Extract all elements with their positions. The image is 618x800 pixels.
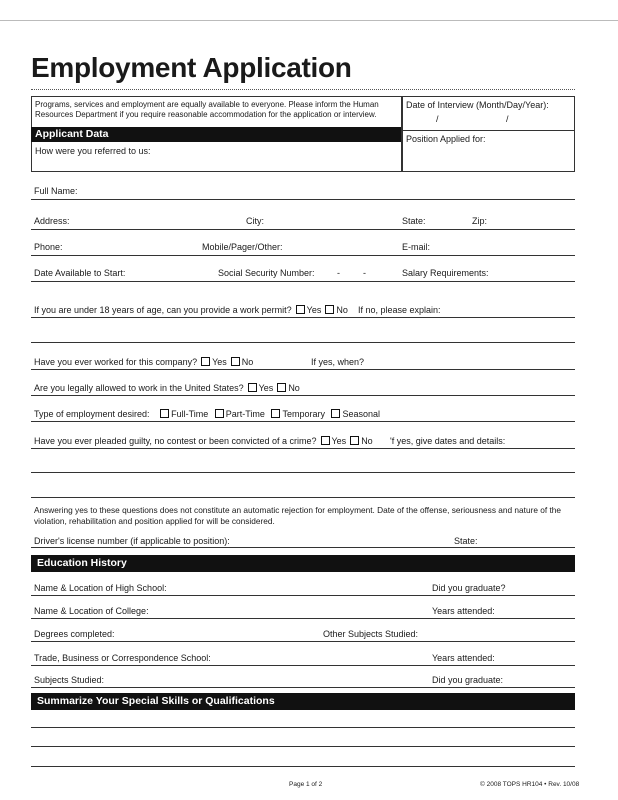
worked-no-checkbox[interactable] (231, 357, 240, 366)
interview-divider (401, 130, 575, 131)
worked-yes-label: Yes (212, 357, 227, 367)
salary-label: Salary Requirements: (402, 268, 489, 278)
under18-no-label: No (336, 305, 348, 315)
other-subjects-label: Other Subjects Studied: (323, 629, 419, 639)
subjects-label: Subjects Studied: (34, 675, 105, 685)
address-label: Address: (34, 216, 70, 226)
guilty-question (34, 436, 373, 446)
under18-yes-checkbox[interactable] (296, 305, 305, 314)
seasonal-label: Seasonal (342, 409, 381, 419)
employment-type-question (34, 409, 380, 419)
college-label: Name & Location of College: (34, 606, 149, 616)
date-slash-2: / (506, 114, 509, 124)
skills-line-2[interactable] (31, 746, 575, 747)
guilty-text: Have you ever pleaded guilty, no contest or been convicted of a crime? (34, 436, 317, 446)
skills-line-1[interactable] (31, 727, 575, 728)
under18-no-checkbox[interactable] (325, 305, 334, 314)
copyright-text: © 2008 TOPS HR104 • Rev. 10/08 (480, 781, 580, 788)
worked-before-text: Have you ever worked for this company? (34, 357, 198, 367)
college-years-label: Years attended: (432, 606, 495, 616)
high-school-field[interactable] (31, 595, 575, 596)
legal-yes-label: Yes (258, 383, 274, 393)
ssn-dash-2: - (363, 268, 366, 278)
if-no-explain-label: If no, please explain: (358, 305, 441, 315)
worked-before-question (34, 357, 253, 367)
guilty-no-checkbox[interactable] (350, 436, 359, 445)
legal-no-checkbox[interactable] (277, 383, 286, 392)
page-title: Employment Application (31, 52, 352, 83)
interview-date-label: Date of Interview (Month/Day/Year): (406, 100, 549, 110)
full-time-label: Full-Time (171, 409, 209, 419)
section-special-skills: Summarize Your Special Skills or Qualifications (31, 693, 575, 710)
ssn-dash-1: - (337, 268, 340, 278)
legally-allowed-text: Are you legally allowed to work in the United States? (34, 383, 244, 393)
trade-years-label: Years attended: (432, 653, 495, 663)
trade-school-label: Trade, Business or Correspondence School: (34, 653, 211, 663)
email-label: E-mail: (402, 242, 431, 252)
state-label: State: (402, 216, 426, 226)
under18-field[interactable] (31, 317, 575, 318)
skills-line-3[interactable] (31, 766, 575, 767)
temporary-checkbox[interactable] (271, 409, 280, 418)
legally-allowed-field[interactable] (31, 395, 575, 396)
interview-date-field[interactable] (406, 114, 566, 126)
under18-extra-line[interactable] (31, 342, 575, 343)
under18-yes-label: Yes (306, 305, 322, 315)
seasonal-checkbox[interactable] (331, 409, 340, 418)
guilty-no-label: No (361, 436, 373, 446)
trade-graduate-label: Did you graduate: (432, 675, 504, 685)
if-yes-details-label: 'f yes, give dates and details: (390, 436, 506, 446)
date-available-label: Date Available to Start: (34, 268, 126, 278)
legal-no-label: No (288, 383, 300, 393)
under18-text: If you are under 18 years of age, can you provide a work permit? (34, 305, 292, 315)
degrees-label: Degrees completed: (34, 629, 115, 639)
hs-graduate-label: Did you graduate? (432, 583, 506, 593)
referred-label: How were you referred to us: (35, 146, 151, 156)
phone-field[interactable] (31, 255, 575, 256)
mobile-label: Mobile/Pager/Other: (202, 242, 283, 252)
position-label: Position Applied for: (406, 134, 486, 144)
guilty-extra-line-1[interactable] (31, 472, 575, 473)
drivers-license-field[interactable] (31, 547, 575, 548)
disclaimer-text: Answering yes to these questions does not constitute an automatic rejection for employment. Date of the offense, seriousness and nature of the violation, rehabilitation and position applied for will be considered. (34, 505, 562, 526)
employment-type-text: Type of employment desired: (34, 409, 150, 419)
part-time-label: Part-Time (225, 409, 265, 419)
ssn-label: Social Security Number: (218, 268, 315, 278)
if-yes-when-label: If yes, when? (311, 357, 365, 367)
worked-yes-checkbox[interactable] (201, 357, 210, 366)
title-underline (31, 89, 575, 90)
section-education-history: Education History (31, 555, 575, 572)
college-field[interactable] (31, 618, 575, 619)
zip-label: Zip: (472, 216, 488, 226)
page-top-edge (0, 20, 618, 21)
employment-type-field[interactable] (31, 421, 575, 422)
drivers-license-label: Driver's license number (if applicable to position): (34, 536, 230, 546)
guilty-field[interactable] (31, 448, 575, 449)
phone-label: Phone: (34, 242, 63, 252)
high-school-label: Name & Location of High School: (34, 583, 167, 593)
legal-yes-checkbox[interactable] (248, 383, 257, 392)
legally-allowed-question (34, 383, 300, 393)
under18-question (34, 305, 348, 315)
trade-school-field[interactable] (31, 665, 575, 666)
guilty-yes-label: Yes (331, 436, 347, 446)
guilty-yes-checkbox[interactable] (321, 436, 330, 445)
worked-no-label: No (241, 357, 254, 367)
dl-state-label: State: (454, 536, 478, 546)
city-label: City: (246, 216, 264, 226)
subjects-field[interactable] (31, 687, 575, 688)
notice-text: Programs, services and employment are equally available to everyone. Please inform the Human Resources Department if you require reasonable accommodation for the application or interview. (35, 100, 379, 119)
page-number: Page 1 of 2 (289, 781, 323, 788)
guilty-extra-line-2[interactable] (31, 497, 575, 498)
worked-before-field[interactable] (31, 369, 575, 370)
section-applicant-data: Applicant Data (31, 127, 402, 142)
date-slash-1: / (436, 114, 439, 124)
degrees-field[interactable] (31, 641, 575, 642)
full-name-label: Full Name: (34, 186, 78, 196)
full-name-field[interactable] (31, 199, 575, 200)
part-time-checkbox[interactable] (215, 409, 224, 418)
address-field[interactable] (31, 229, 575, 230)
date-available-field[interactable] (31, 281, 575, 282)
full-time-checkbox[interactable] (160, 409, 169, 418)
temporary-label: Temporary (282, 409, 325, 419)
